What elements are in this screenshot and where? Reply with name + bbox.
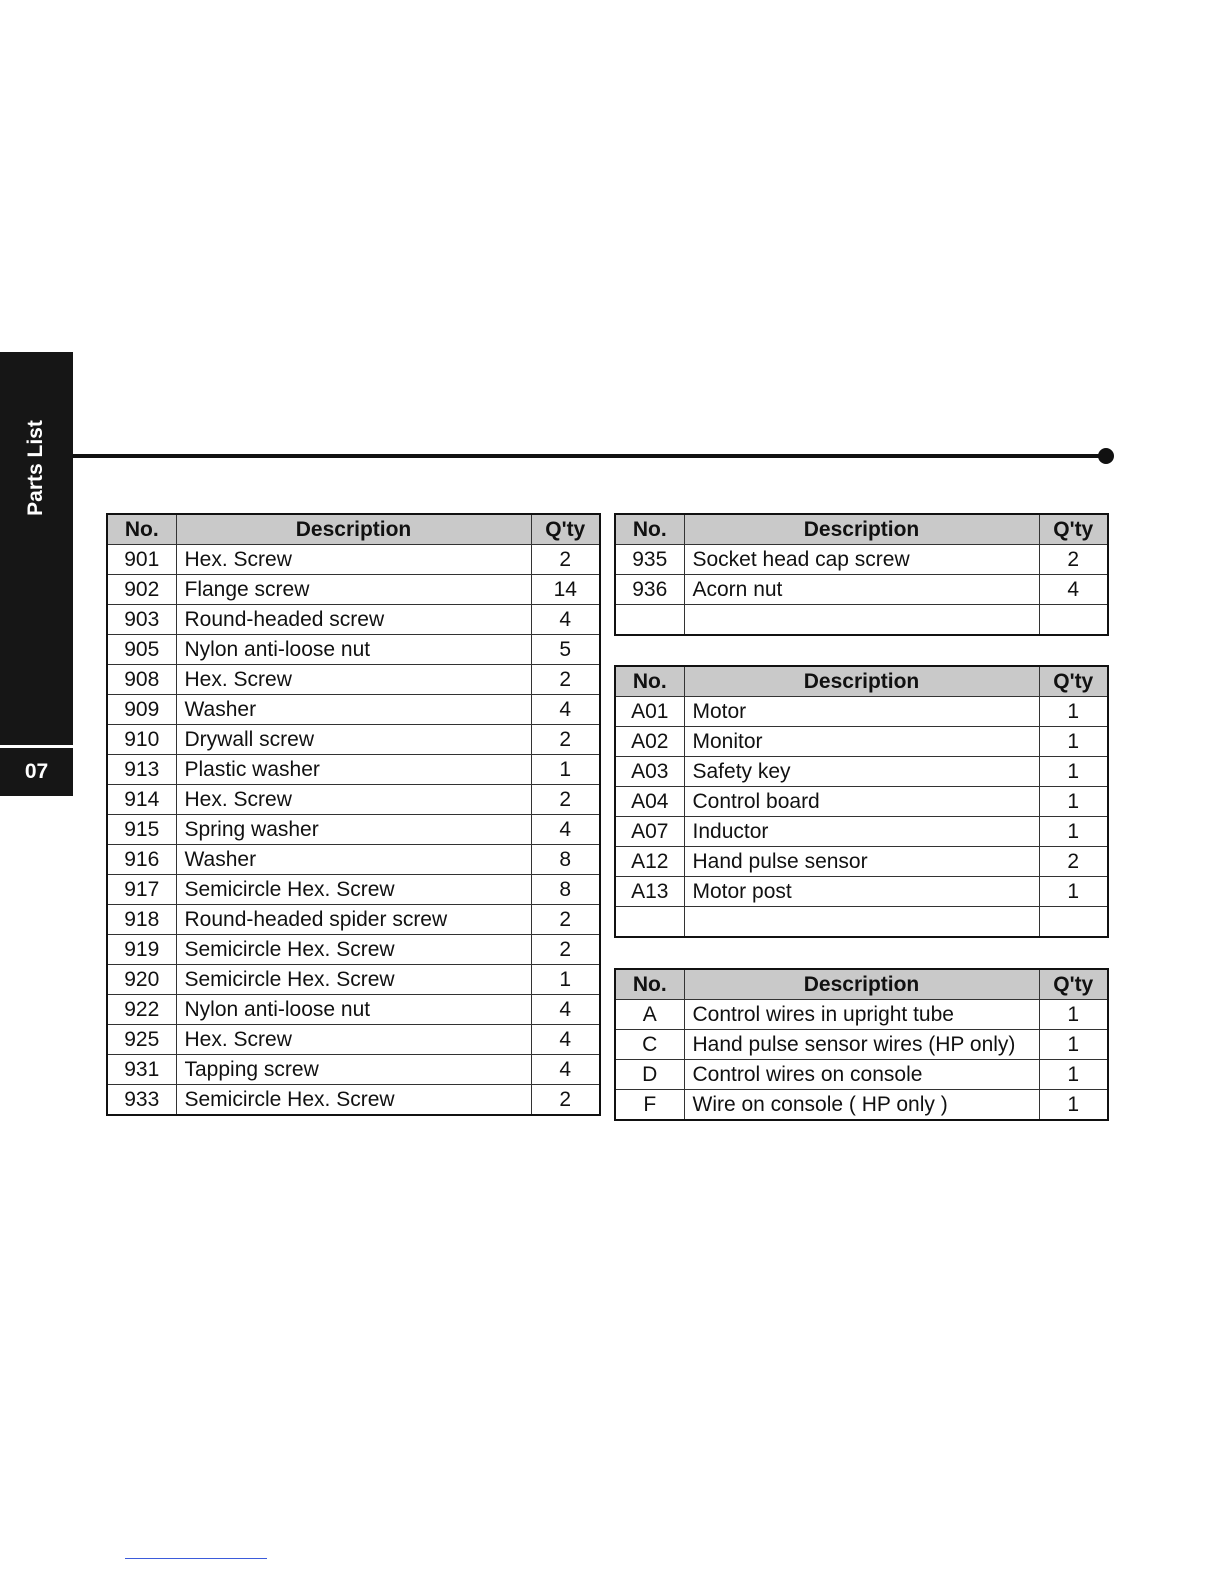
part-quantity: 2 (531, 1085, 600, 1116)
part-quantity: 4 (531, 1055, 600, 1085)
column-header-qty: Q'ty (1039, 969, 1108, 1000)
part-description: Socket head cap screw (684, 545, 1039, 575)
part-description: Hex. Screw (176, 1025, 531, 1055)
column-header-description: Description (176, 514, 531, 545)
rule-end-dot (1098, 448, 1114, 464)
part-quantity: 1 (1039, 1060, 1108, 1090)
table-row (107, 1025, 600, 1055)
part-description: Washer (176, 695, 531, 725)
table-row (107, 575, 600, 605)
part-number: A01 (615, 697, 684, 727)
table-row (615, 605, 1108, 636)
table-row (615, 727, 1108, 757)
column-header-no: No. (615, 666, 684, 697)
part-number: 916 (107, 845, 176, 875)
part-description: Monitor (684, 727, 1039, 757)
part-number: A12 (615, 847, 684, 877)
part-number: 910 (107, 725, 176, 755)
part-quantity: 4 (531, 1025, 600, 1055)
part-description: Nylon anti-loose nut (176, 995, 531, 1025)
part-description: Round-headed screw (176, 605, 531, 635)
part-description: Control board (684, 787, 1039, 817)
part-quantity: 4 (531, 605, 600, 635)
section-label: Parts List (24, 420, 47, 516)
table-row (615, 847, 1108, 877)
table-row (107, 845, 600, 875)
header-row (107, 514, 600, 545)
table-row (615, 697, 1108, 727)
part-description: Semicircle Hex. Screw (176, 935, 531, 965)
part-quantity: 1 (531, 965, 600, 995)
part-quantity: 2 (531, 665, 600, 695)
part-description: Hand pulse sensor wires (HP only) (684, 1030, 1039, 1060)
table-row (107, 995, 600, 1025)
part-quantity: 1 (1039, 1000, 1108, 1030)
part-quantity: 1 (1039, 1090, 1108, 1121)
table-row (107, 905, 600, 935)
column-header-description: Description (684, 969, 1039, 1000)
part-quantity: 1 (1039, 757, 1108, 787)
part-quantity: 1 (1039, 787, 1108, 817)
column-header-qty: Q'ty (1039, 666, 1108, 697)
table-row (615, 575, 1108, 605)
part-description: Hand pulse sensor (684, 847, 1039, 877)
part-quantity: 2 (531, 725, 600, 755)
part-number: 901 (107, 545, 176, 575)
part-description: Control wires on console (684, 1060, 1039, 1090)
table-row (107, 875, 600, 905)
part-quantity: 4 (531, 995, 600, 1025)
column-header-description: Description (684, 514, 1039, 545)
table-row (615, 1000, 1108, 1030)
part-quantity: 4 (531, 695, 600, 725)
side-tab (0, 352, 73, 745)
part-description: Inductor (684, 817, 1039, 847)
table-row (107, 965, 600, 995)
parts-table-main (106, 513, 601, 1116)
part-number: 903 (107, 605, 176, 635)
table-row (107, 695, 600, 725)
part-number: A (615, 1000, 684, 1030)
table-row (615, 545, 1108, 575)
part-quantity: 4 (531, 815, 600, 845)
part-quantity (1039, 605, 1108, 636)
table-row (615, 907, 1108, 938)
table-row (615, 1090, 1108, 1121)
part-quantity: 14 (531, 575, 600, 605)
part-number: 905 (107, 635, 176, 665)
part-description: Acorn nut (684, 575, 1039, 605)
part-description: Motor post (684, 877, 1039, 907)
part-number: 918 (107, 905, 176, 935)
part-quantity: 2 (1039, 847, 1108, 877)
part-description: Motor (684, 697, 1039, 727)
part-description: Plastic washer (176, 755, 531, 785)
part-description: Safety key (684, 757, 1039, 787)
table-row (615, 787, 1108, 817)
part-quantity (1039, 907, 1108, 938)
part-number: 933 (107, 1085, 176, 1116)
part-description: Drywall screw (176, 725, 531, 755)
column-header-no: No. (615, 969, 684, 1000)
part-quantity: 1 (531, 755, 600, 785)
part-number: 922 (107, 995, 176, 1025)
column-header-no: No. (107, 514, 176, 545)
part-number: A07 (615, 817, 684, 847)
header-row (615, 514, 1108, 545)
part-quantity: 2 (531, 785, 600, 815)
part-description: Hex. Screw (176, 785, 531, 815)
part-number: 909 (107, 695, 176, 725)
header-row (615, 969, 1108, 1000)
part-description: Tapping screw (176, 1055, 531, 1085)
part-quantity: 2 (531, 905, 600, 935)
part-number (615, 907, 684, 938)
part-quantity: 8 (531, 875, 600, 905)
part-number: 913 (107, 755, 176, 785)
part-number: A13 (615, 877, 684, 907)
part-quantity: 1 (1039, 1030, 1108, 1060)
part-number: A02 (615, 727, 684, 757)
table-row (107, 605, 600, 635)
table-row (107, 635, 600, 665)
part-number: 902 (107, 575, 176, 605)
part-quantity: 1 (1039, 727, 1108, 757)
table-row (615, 757, 1108, 787)
table-row (615, 1060, 1108, 1090)
column-header-description: Description (684, 666, 1039, 697)
part-description: Spring washer (176, 815, 531, 845)
part-number: 908 (107, 665, 176, 695)
part-quantity: 1 (1039, 697, 1108, 727)
part-number: D (615, 1060, 684, 1090)
part-description: Washer (176, 845, 531, 875)
table-row (107, 545, 600, 575)
table-row (107, 755, 600, 785)
part-number: A03 (615, 757, 684, 787)
footer-link-line (125, 1558, 267, 1559)
part-number: 925 (107, 1025, 176, 1055)
table-row (107, 725, 600, 755)
part-quantity: 1 (1039, 877, 1108, 907)
parts-table-electronics (614, 665, 1109, 938)
parts-table-hardware-extra (614, 513, 1109, 636)
part-number: 917 (107, 875, 176, 905)
part-description: Wire on console ( HP only ) (684, 1090, 1039, 1121)
part-number: A04 (615, 787, 684, 817)
table-row (107, 815, 600, 845)
part-quantity: 2 (531, 545, 600, 575)
part-number: 914 (107, 785, 176, 815)
table-row (107, 665, 600, 695)
table-row (615, 1030, 1108, 1060)
table-row (615, 877, 1108, 907)
table-row (107, 1085, 600, 1116)
part-number: 915 (107, 815, 176, 845)
part-number: 935 (615, 545, 684, 575)
part-description: Nylon anti-loose nut (176, 635, 531, 665)
table-row (107, 935, 600, 965)
part-number: 919 (107, 935, 176, 965)
header-row (615, 666, 1108, 697)
part-description: Flange screw (176, 575, 531, 605)
part-description: Control wires in upright tube (684, 1000, 1039, 1030)
table-row (107, 785, 600, 815)
column-header-qty: Q'ty (1039, 514, 1108, 545)
part-description: Hex. Screw (176, 665, 531, 695)
part-number: 920 (107, 965, 176, 995)
part-quantity: 2 (1039, 545, 1108, 575)
part-number: 931 (107, 1055, 176, 1085)
page-number: 07 (0, 748, 73, 796)
parts-table-wires (614, 968, 1109, 1121)
part-description: Semicircle Hex. Screw (176, 875, 531, 905)
part-number: F (615, 1090, 684, 1121)
part-quantity: 8 (531, 845, 600, 875)
part-number: C (615, 1030, 684, 1060)
part-description: Semicircle Hex. Screw (176, 1085, 531, 1116)
table-row (107, 1055, 600, 1085)
part-number: 936 (615, 575, 684, 605)
table-row (615, 817, 1108, 847)
part-number (615, 605, 684, 636)
part-description: Hex. Screw (176, 545, 531, 575)
part-quantity: 5 (531, 635, 600, 665)
part-quantity: 1 (1039, 817, 1108, 847)
header-rule (73, 454, 1106, 458)
part-description: Round-headed spider screw (176, 905, 531, 935)
part-description (684, 907, 1039, 938)
part-quantity: 4 (1039, 575, 1108, 605)
part-description: Semicircle Hex. Screw (176, 965, 531, 995)
part-quantity: 2 (531, 935, 600, 965)
column-header-no: No. (615, 514, 684, 545)
column-header-qty: Q'ty (531, 514, 600, 545)
part-description (684, 605, 1039, 636)
